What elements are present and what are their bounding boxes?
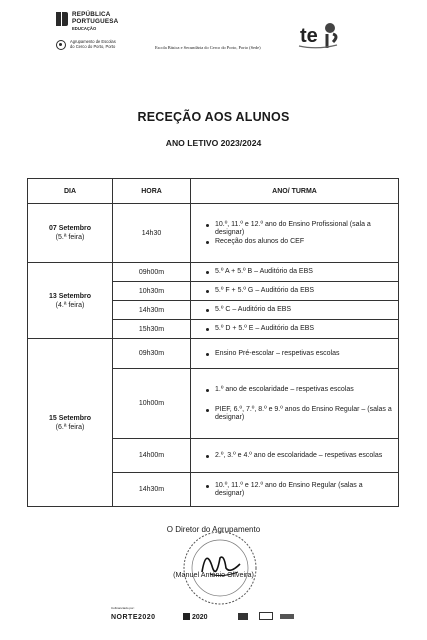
list-item: PIEF, 6.º, 7.º, 8.º e 9.º anos do Ensino Regular – (salas a designar) [215, 405, 392, 421]
table-header-row [28, 179, 399, 204]
school-name: Escola Básica e Secundária do Cerco do Porto, Porto (Sede) [155, 45, 261, 50]
class-cell [191, 263, 399, 282]
teip-logo-icon [297, 12, 343, 58]
day-weekday: (4.ª feira) [55, 301, 85, 309]
signature-title: O Diretor do Agrupamento [166, 525, 261, 534]
svg-text:te: te [300, 25, 318, 47]
table-row [28, 204, 399, 263]
agrupamento-icon [56, 40, 66, 50]
time-cell: 14h30 [113, 204, 191, 263]
list-item: 5.º A + 5.º B – Auditório da EBS [215, 268, 392, 276]
time-cell: 09h30m [113, 339, 191, 369]
list-item: Receção dos alunos do CEF [215, 238, 392, 246]
day-date: 13 Setembro [48, 292, 92, 300]
day-weekday: (5.ª feira) [55, 234, 85, 241]
partner-logo-icon [280, 614, 294, 619]
agrupamento-line1: Agrupamento de Escolas [70, 39, 116, 45]
header-ano-turma: ANO/ TURMA [191, 179, 399, 204]
page-subtitle: ANO LETIVO 2023/2024 [165, 138, 262, 148]
list-item: 2.º, 3.º e 4.º ano de escolaridade – respetivas escolas [215, 452, 392, 460]
signer-name: (Manuel António Oliveira) [173, 570, 254, 579]
agrupamento-line2: do Cerco do Porto, Porto [70, 44, 116, 49]
table-row [28, 339, 399, 369]
class-cell [191, 473, 399, 507]
republic-line2: PORTUGUESA [72, 17, 119, 25]
header-dia: DIA [28, 179, 113, 204]
day-weekday: (6.ª feira) [55, 423, 85, 431]
day-cell [28, 339, 113, 507]
time-cell: 15h30m [113, 320, 191, 339]
class-cell [191, 204, 399, 263]
time-cell: 09h00m [113, 263, 191, 282]
day-cell [28, 263, 113, 339]
portugal2020-label: 2020 [192, 614, 208, 621]
list-item: 10.º, 11.º e 12.º ano do Ensino Profissional (sala a designar) [215, 221, 392, 237]
list-item: 5.º D + 5.º E – Auditório da EBS [215, 325, 392, 333]
header-hora: HORA [113, 179, 191, 204]
republic-line1: REPÚBLICA [72, 11, 111, 18]
day-date: 15 Setembro [48, 414, 92, 422]
class-cell [191, 339, 399, 369]
republica-portuguesa-logo [56, 12, 176, 31]
flag-icon [183, 613, 190, 620]
schedule-table [27, 178, 399, 507]
official-stamp-icon [180, 528, 260, 608]
list-item: 10.º, 11.º e 12.º ano do Ensino Regular (salas a designar) [215, 482, 392, 498]
cofinanciado-label: Cofinanciado por: [111, 606, 135, 610]
portugal2020-logo [183, 613, 208, 621]
class-cell [191, 439, 399, 473]
footer-logos [0, 604, 427, 634]
day-cell [28, 204, 113, 263]
class-cell [191, 282, 399, 301]
republica-flag-icon [56, 12, 68, 26]
time-cell: 10h00m [113, 369, 191, 439]
class-cell [191, 301, 399, 320]
class-cell [191, 320, 399, 339]
time-cell: 14h00m [113, 439, 191, 473]
list-item: 5.º C – Auditório da EBS [215, 306, 392, 314]
time-cell: 14h30m [113, 301, 191, 320]
page-title: RECEÇÃO AOS ALUNOS [137, 110, 290, 124]
time-cell: 10h30m [113, 282, 191, 301]
list-item: 1.º ano de escolaridade – respetivas escolas [215, 386, 392, 394]
eu-flag-icon [238, 613, 248, 620]
republic-sub: EDUCAÇÃO [72, 26, 97, 31]
time-cell: 14h30m [113, 473, 191, 507]
day-date: 07 Setembro [48, 225, 92, 232]
list-item: Ensino Pré-escolar – respetivas escolas [215, 350, 392, 358]
fse-logo-icon [259, 612, 273, 620]
table-row [28, 263, 399, 282]
norte2020-logo: NORTE2020 [111, 614, 156, 621]
class-cell [191, 369, 399, 439]
list-item: 5.º F + 5.º G – Auditório da EBS [215, 287, 392, 295]
